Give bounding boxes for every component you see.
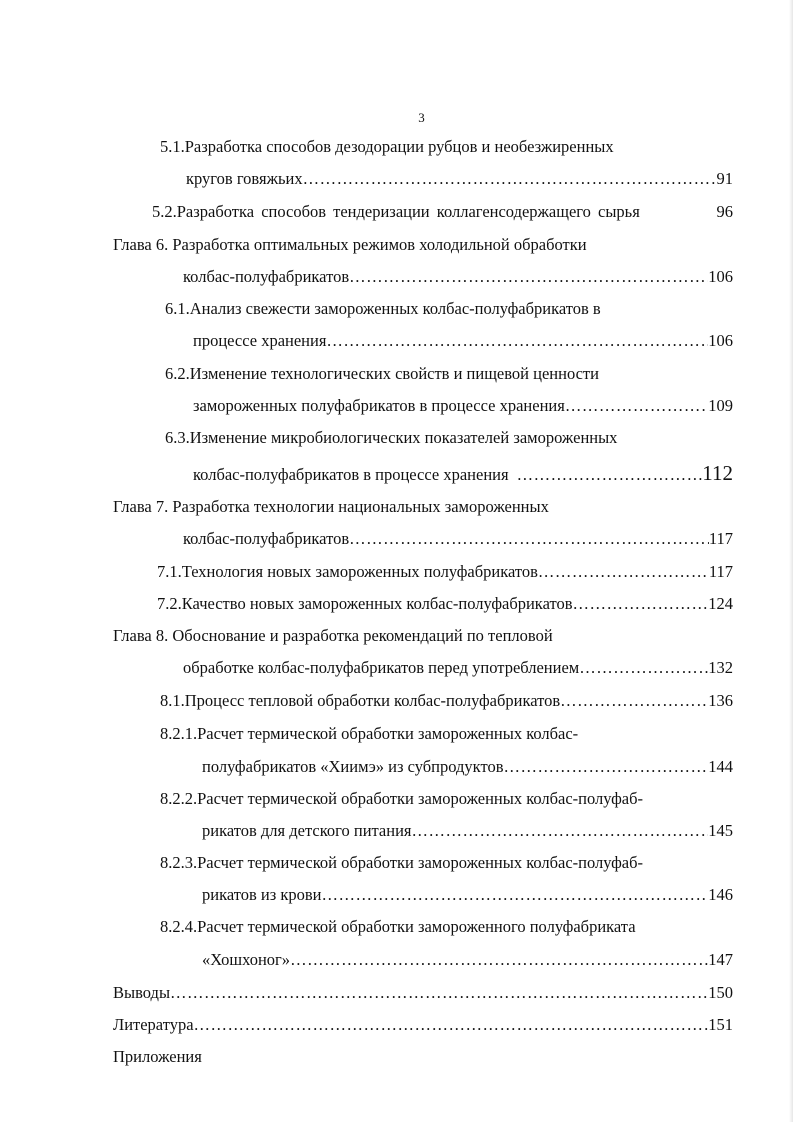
toc-page-number: 150 <box>708 983 733 1002</box>
toc-page-number: 112 <box>702 461 733 485</box>
toc-entry-6-3-line1: 6.3.Изменение микробиологических показателей замороженных <box>165 428 618 447</box>
dot-leader <box>349 267 708 287</box>
toc-entry-8-1-title: 8.1.Процесс тепловой обработки колбас-полуфабрикатов <box>160 691 561 710</box>
toc-page-number: 124 <box>708 594 733 613</box>
toc-chapter-8-line1: Глава 8. Обоснование и разработка рекомендаций по тепловой <box>113 626 553 645</box>
toc-appendices[interactable] <box>113 1047 202 1067</box>
dot-leader <box>326 331 708 351</box>
toc-page-number: 91 <box>716 169 733 188</box>
toc-entry-8-2-3[interactable] <box>202 885 733 905</box>
toc-chapter-8-title: обработке колбас-полуфабрикатов перед употреблением <box>183 658 580 677</box>
toc-conclusions-title: Выводы <box>113 983 171 1002</box>
toc-entry-7-1[interactable] <box>157 562 733 582</box>
toc-chapter-6-title: колбас-полуфабрикатов <box>183 267 350 286</box>
toc-entry-6-3-title: колбас-полуфабрикатов в процессе хранения <box>193 465 509 484</box>
toc-entry-5-2-title: 5.2.Разработка способов тендеризации коллагенсодержащего сырья <box>152 202 640 221</box>
toc-entry-8-2-3-line1: 8.2.3.Расчет термической обработки замороженных колбас-полуфаб- <box>160 853 644 872</box>
toc-entry-7-2[interactable] <box>157 594 733 614</box>
toc-page-number: 146 <box>708 885 733 904</box>
toc-entry-6-3[interactable] <box>193 461 733 485</box>
toc-entry-6-2-title: замороженных полуфабрикатов в процессе хранения <box>193 396 565 415</box>
dot-leader <box>517 463 703 487</box>
toc-page-number: 106 <box>708 267 733 286</box>
dot-leader <box>303 169 717 189</box>
dot-leader <box>560 691 708 711</box>
toc-entry-5-2[interactable] <box>152 202 733 222</box>
toc-chapter-7-title: колбас-полуфабрикатов <box>183 529 350 548</box>
toc-entry-8-2-2[interactable] <box>202 821 733 841</box>
toc-entry-6-1-line1: 6.1.Анализ свежести замороженных колбас-полуфабрикатов в <box>165 299 601 318</box>
scan-edge <box>789 0 793 1122</box>
toc-entry-8-2-3-title: рикатов из крови <box>202 885 322 904</box>
dot-leader <box>538 562 709 582</box>
dot-leader <box>322 885 709 905</box>
toc-entry-6-1-title: процессе хранения <box>193 331 327 350</box>
toc-entry-6-2-line1: 6.2.Изменение технологических свойств и пищевой ценности <box>165 364 599 383</box>
dot-leader <box>565 396 708 416</box>
toc-literature[interactable] <box>113 1015 733 1035</box>
toc-entry-8-2-1-title: полуфабрикатов «Хиимэ» из субпродуктов <box>202 757 504 776</box>
dot-leader <box>290 950 708 970</box>
toc-entry-8-2-1[interactable] <box>202 757 733 777</box>
toc-entry-6-2[interactable] <box>193 396 733 416</box>
toc-chapter-7-line1: Глава 7. Разработка технологии национальных замороженных <box>113 497 549 516</box>
toc-entry-8-2-1-line1: 8.2.1.Расчет термической обработки замороженных колбас- <box>160 724 579 743</box>
toc-appendices-title: Приложения <box>113 1047 202 1066</box>
toc-chapter-8[interactable] <box>183 658 733 678</box>
toc-entry-5-1-line1: 5.1.Разработка способов дезодорации рубцов и необезжиренных <box>160 137 614 156</box>
dot-leader <box>170 983 708 1003</box>
toc-page-number: 151 <box>708 1015 733 1034</box>
dot-leader <box>349 529 709 549</box>
toc-entry-6-1[interactable] <box>193 331 733 351</box>
toc-entry-5-1-title: кругов говяжьих <box>186 169 303 188</box>
toc-entry-8-2-4-title: «Хошхоног» <box>202 950 291 969</box>
page-number: 3 <box>418 110 425 125</box>
toc-page-number: 136 <box>708 691 733 710</box>
toc-page-number: 147 <box>708 950 733 969</box>
toc-page-number: 117 <box>708 562 733 581</box>
toc-chapter-6-line1: Глава 6. Разработка оптимальных режимов холодильной обработки <box>113 235 587 254</box>
dot-leader <box>194 1015 709 1035</box>
toc-entry-7-2-title: 7.2.Качество новых замороженных колбас-полуфабрикатов <box>157 594 573 613</box>
toc-entry-8-2-2-title: рикатов для детского питания <box>202 821 412 840</box>
toc-entry-8-1[interactable] <box>160 691 733 711</box>
toc-page-number: 145 <box>708 821 733 840</box>
toc-page-number: 106 <box>708 331 733 350</box>
toc-entry-7-1-title: 7.1.Технология новых замороженных полуфабрикатов <box>157 562 538 581</box>
toc-page-number: 144 <box>708 757 733 776</box>
toc-page-number: 96 <box>716 202 733 221</box>
toc-entry-8-2-2-line1: 8.2.2.Расчет термической обработки замороженных колбас-полуфаб- <box>160 789 644 808</box>
toc-literature-title: Литература <box>113 1015 194 1034</box>
toc-entry-8-2-4[interactable] <box>202 950 733 970</box>
dot-leader <box>579 658 708 678</box>
toc-entry-8-2-4-line1: 8.2.4.Расчет термической обработки замороженного полуфабриката <box>160 917 636 936</box>
toc-chapter-6[interactable] <box>183 267 733 287</box>
toc-chapter-7[interactable] <box>183 529 733 549</box>
dot-leader <box>573 594 709 614</box>
toc-page-number: 117 <box>708 529 733 548</box>
toc-page-number: 132 <box>708 658 733 677</box>
toc-conclusions[interactable] <box>113 983 733 1003</box>
toc-entry-5-1[interactable] <box>186 169 733 189</box>
toc-page-number: 109 <box>708 396 733 415</box>
dot-leader <box>504 757 709 777</box>
dot-leader <box>412 821 709 841</box>
